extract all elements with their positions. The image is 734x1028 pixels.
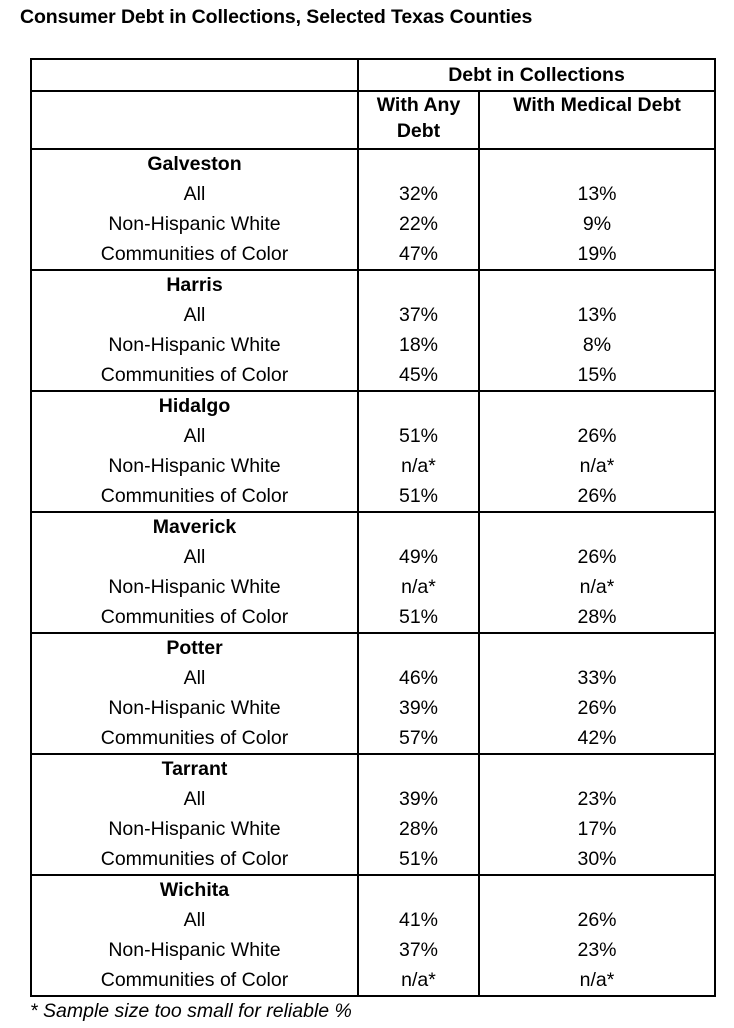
row-group-label: Non-Hispanic White: [31, 209, 358, 239]
row-group-label: Communities of Color: [31, 844, 358, 875]
row-group-label: All: [31, 663, 358, 693]
cell-medical-debt: 33%: [479, 663, 715, 693]
empty-cell: [479, 633, 715, 663]
table-row: [31, 663, 715, 693]
table-row: [31, 693, 715, 723]
cell-medical-debt: 9%: [479, 209, 715, 239]
cell-any-debt: 47%: [358, 239, 479, 270]
table-row: [31, 421, 715, 451]
cell-any-debt: n/a*: [358, 451, 479, 481]
cell-any-debt: 41%: [358, 905, 479, 935]
cell-any-debt: 37%: [358, 300, 479, 330]
county-row: [31, 270, 715, 300]
cell-any-debt: 45%: [358, 360, 479, 391]
table-row: [31, 481, 715, 512]
row-group-label: All: [31, 905, 358, 935]
table-row: [31, 844, 715, 875]
cell-medical-debt: 15%: [479, 360, 715, 391]
table-row: [31, 814, 715, 844]
table-row: [31, 330, 715, 360]
empty-cell: [479, 270, 715, 300]
header-row-group: [31, 59, 715, 91]
cell-any-debt: 57%: [358, 723, 479, 754]
table-row: [31, 905, 715, 935]
cell-medical-debt: 23%: [479, 784, 715, 814]
county-name: Potter: [31, 633, 358, 663]
empty-cell: [479, 754, 715, 784]
county-row: [31, 512, 715, 542]
county-name: Tarrant: [31, 754, 358, 784]
table-row: [31, 451, 715, 481]
cell-medical-debt: 26%: [479, 693, 715, 723]
row-group-label: Communities of Color: [31, 481, 358, 512]
table-row: [31, 723, 715, 754]
county-name: Maverick: [31, 512, 358, 542]
table-row: [31, 209, 715, 239]
page-title: Consumer Debt in Collections, Selected Texas Counties: [20, 6, 533, 28]
cell-any-debt: 39%: [358, 693, 479, 723]
row-group-label: All: [31, 421, 358, 451]
empty-cell: [358, 875, 479, 905]
county-row: [31, 633, 715, 663]
cell-medical-debt: 13%: [479, 300, 715, 330]
cell-any-debt: 28%: [358, 814, 479, 844]
column-header-medical-debt: [479, 91, 715, 149]
cell-any-debt: 46%: [358, 663, 479, 693]
row-group-label: All: [31, 300, 358, 330]
cell-any-debt: n/a*: [358, 572, 479, 602]
county-row: [31, 149, 715, 179]
county-name: Hidalgo: [31, 391, 358, 421]
table-row: [31, 602, 715, 633]
empty-cell: [479, 149, 715, 179]
table-row: [31, 239, 715, 270]
empty-cell: [358, 391, 479, 421]
county-row: [31, 875, 715, 905]
cell-any-debt: 51%: [358, 481, 479, 512]
cell-any-debt: 37%: [358, 935, 479, 965]
empty-cell: [358, 270, 479, 300]
row-group-label: Communities of Color: [31, 602, 358, 633]
cell-medical-debt: 42%: [479, 723, 715, 754]
table-row: [31, 179, 715, 209]
debt-table: [30, 58, 716, 997]
header-blank-cell: [31, 59, 358, 91]
column-header-any-debt: [358, 91, 479, 149]
cell-any-debt: 39%: [358, 784, 479, 814]
row-group-label: Non-Hispanic White: [31, 693, 358, 723]
cell-medical-debt: 28%: [479, 602, 715, 633]
cell-medical-debt: 26%: [479, 905, 715, 935]
table-row: [31, 300, 715, 330]
table-row: [31, 784, 715, 814]
cell-medical-debt: 30%: [479, 844, 715, 875]
county-row: [31, 754, 715, 784]
row-group-label: Non-Hispanic White: [31, 814, 358, 844]
table-row: [31, 542, 715, 572]
cell-medical-debt: n/a*: [479, 965, 715, 996]
row-group-label: Non-Hispanic White: [31, 451, 358, 481]
table-row: [31, 360, 715, 391]
row-group-label: Communities of Color: [31, 239, 358, 270]
cell-medical-debt: 26%: [479, 421, 715, 451]
empty-cell: [358, 633, 479, 663]
row-group-label: Communities of Color: [31, 965, 358, 996]
empty-cell: [479, 875, 715, 905]
row-group-label: All: [31, 179, 358, 209]
empty-cell: [358, 149, 479, 179]
cell-medical-debt: 23%: [479, 935, 715, 965]
footnote: * Sample size too small for reliable %: [30, 1000, 352, 1022]
cell-any-debt: 51%: [358, 421, 479, 451]
row-group-label: All: [31, 784, 358, 814]
header-row-columns: [31, 91, 715, 149]
cell-any-debt: 51%: [358, 602, 479, 633]
table-body: [31, 59, 715, 996]
county-name: Harris: [31, 270, 358, 300]
cell-medical-debt: 8%: [479, 330, 715, 360]
row-group-label: Non-Hispanic White: [31, 572, 358, 602]
row-group-label: Communities of Color: [31, 360, 358, 391]
cell-medical-debt: 26%: [479, 542, 715, 572]
header-blank-cell: [31, 91, 358, 149]
cell-any-debt: 49%: [358, 542, 479, 572]
county-name: Galveston: [31, 149, 358, 179]
row-group-label: Communities of Color: [31, 723, 358, 754]
row-group-label: All: [31, 542, 358, 572]
row-group-label: Non-Hispanic White: [31, 330, 358, 360]
column-header-medical-debt-label: With Medical Debt: [513, 94, 681, 116]
cell-medical-debt: n/a*: [479, 572, 715, 602]
cell-medical-debt: 19%: [479, 239, 715, 270]
cell-medical-debt: 17%: [479, 814, 715, 844]
cell-any-debt: 18%: [358, 330, 479, 360]
cell-medical-debt: n/a*: [479, 451, 715, 481]
empty-cell: [358, 754, 479, 784]
row-group-label: Non-Hispanic White: [31, 935, 358, 965]
cell-any-debt: 32%: [358, 179, 479, 209]
cell-any-debt: n/a*: [358, 965, 479, 996]
cell-any-debt: 22%: [358, 209, 479, 239]
cell-medical-debt: 13%: [479, 179, 715, 209]
empty-cell: [479, 391, 715, 421]
table-row: [31, 965, 715, 996]
cell-any-debt: 51%: [358, 844, 479, 875]
group-header: Debt in Collections: [358, 59, 715, 91]
county-name: Wichita: [31, 875, 358, 905]
cell-medical-debt: 26%: [479, 481, 715, 512]
empty-cell: [358, 512, 479, 542]
column-header-any-debt-label: With Any Debt: [376, 94, 461, 142]
empty-cell: [479, 512, 715, 542]
table-row: [31, 935, 715, 965]
table-row: [31, 572, 715, 602]
county-row: [31, 391, 715, 421]
